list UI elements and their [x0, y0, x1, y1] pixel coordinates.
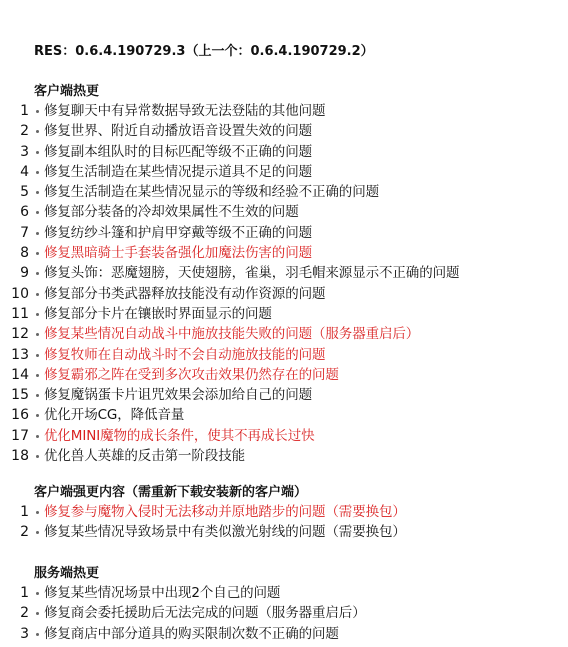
list-item [0, 324, 568, 344]
bullet-dot-icon [36, 211, 39, 214]
bullet-dot-icon [36, 333, 39, 336]
item-number: 17 [11, 427, 29, 444]
item-number: 8 [20, 245, 29, 262]
bullet-dot-icon [36, 374, 39, 377]
item-number: 14 [11, 366, 29, 383]
fix-list [0, 502, 568, 543]
item-number: 9 [20, 265, 29, 282]
bullet-dot-icon [36, 130, 39, 133]
item-number: 4 [20, 163, 29, 180]
list-item [0, 522, 568, 542]
item-text: 修复某些情况场景中出现2个自己的问题 [44, 585, 281, 601]
item-text: 修复纺纱斗篷和护肩甲穿戴等级不正确的问题 [44, 224, 312, 241]
list-item [0, 223, 568, 243]
bullet-dot-icon [36, 633, 39, 636]
section-title: 服务端热更 [34, 566, 100, 581]
bullet-dot-icon [36, 414, 39, 417]
list-item [0, 284, 568, 304]
item-number: 16 [11, 407, 29, 424]
item-text: 优化MINI魔物的成长条件，使其不再成长过快 [44, 427, 315, 444]
item-text: 修复部分装备的冷却效果属性不生效的问题 [44, 204, 299, 221]
bullet-dot-icon [36, 455, 39, 458]
list-item [0, 426, 568, 446]
item-text: 修复某些情况自动战斗中施放技能失败的问题（服务器重启后） [44, 326, 420, 343]
bullet-dot-icon [36, 612, 39, 615]
item-number: 1 [20, 504, 29, 520]
item-text: 修复商会委托援助后无法完成的问题（服务器重启后） [44, 605, 366, 622]
list-item [0, 121, 568, 141]
bullet-dot-icon [36, 232, 39, 235]
item-text: 修复牧师在自动战斗时不会自动施放技能的问题 [44, 346, 326, 363]
item-number: 2 [20, 605, 29, 622]
item-number: 5 [20, 184, 29, 201]
list-item [0, 263, 568, 283]
bullet-dot-icon [36, 191, 39, 194]
fix-list [0, 583, 568, 644]
list-item [0, 385, 568, 405]
list-item [0, 345, 568, 365]
list-item [0, 583, 568, 603]
item-text: 优化兽人英雄的反击第一阶段技能 [44, 448, 245, 465]
list-item [0, 603, 568, 623]
res-version-line: RES：0.6.4.190729.3（上一个：0.6.4.190729.2） [34, 44, 374, 59]
item-text: 修复副本组队时的目标匹配等级不正确的问题 [44, 143, 312, 160]
item-text: 修复参与魔物入侵时无法移动并原地踏步的问题（需要换包） [44, 504, 406, 520]
item-text: 修复部分卡片在镶嵌时界面显示的问题 [44, 305, 272, 322]
item-number: 12 [11, 326, 29, 343]
list-item [0, 502, 568, 522]
item-text: 修复魔锅蛋卡片诅咒效果会添加给自己的问题 [44, 387, 312, 404]
item-text: 修复生活制造在某些情况显示的等级和经验不正确的问题 [44, 184, 379, 201]
item-number: 1 [20, 103, 29, 119]
list-item [0, 182, 568, 202]
list-item [0, 365, 568, 385]
bullet-dot-icon [36, 293, 39, 296]
item-number: 18 [11, 448, 29, 465]
bullet-dot-icon [36, 171, 39, 174]
item-text: 优化开场CG，降低音量 [44, 407, 185, 424]
bullet-dot-icon [36, 151, 39, 154]
item-number: 7 [20, 224, 29, 241]
item-text: 修复头饰：恶魔翅膀，天使翅膀，雀巢，羽毛帽来源显示不正确的问题 [44, 265, 460, 282]
bullet-dot-icon [36, 531, 39, 534]
item-number: 15 [11, 387, 29, 404]
item-text: 修复霸邪之阵在受到多次攻击效果仍然存在的问题 [44, 366, 339, 383]
item-text: 修复聊天中有异常数据导致无法登陆的其他问题 [44, 103, 326, 119]
item-text: 修复黑暗骑士手套装备强化加魔法伤害的问题 [44, 245, 312, 262]
bullet-dot-icon [36, 272, 39, 275]
bullet-dot-icon [36, 252, 39, 255]
item-number: 2 [20, 123, 29, 140]
bullet-dot-icon [36, 110, 39, 113]
bullet-dot-icon [36, 394, 39, 397]
bullet-dot-icon [36, 511, 39, 514]
list-item [0, 162, 568, 182]
section-title: 客户端热更 [34, 84, 100, 99]
item-number: 10 [11, 285, 29, 302]
item-number: 3 [20, 143, 29, 160]
bullet-dot-icon [36, 435, 39, 438]
item-number: 11 [11, 305, 29, 322]
bullet-dot-icon [36, 592, 39, 595]
fix-list [0, 101, 568, 466]
section-title: 客户端强更内容（需重新下载安装新的客户端） [34, 485, 308, 500]
item-number: 6 [20, 204, 29, 221]
item-number: 2 [20, 524, 29, 541]
bullet-dot-icon [36, 354, 39, 357]
item-text: 修复世界、附近自动播放语音设置失效的问题 [44, 123, 312, 140]
item-text: 修复商店中部分道具的购买限制次数不正确的问题 [44, 625, 339, 642]
list-item [0, 624, 568, 644]
list-item [0, 101, 568, 121]
item-text: 修复生活制造在某些情况提示道具不足的问题 [44, 163, 312, 180]
item-text: 修复部分书类武器释放技能没有动作资源的问题 [44, 285, 326, 302]
item-text: 修复某些情况导致场景中有类似激光射线的问题（需要换包） [44, 524, 406, 541]
list-item [0, 243, 568, 263]
list-item [0, 405, 568, 425]
list-item [0, 202, 568, 222]
item-number: 3 [20, 625, 29, 642]
item-number: 13 [11, 346, 29, 363]
bullet-dot-icon [36, 313, 39, 316]
list-item [0, 446, 568, 466]
list-item [0, 304, 568, 324]
item-number: 1 [20, 585, 29, 601]
list-item [0, 142, 568, 162]
